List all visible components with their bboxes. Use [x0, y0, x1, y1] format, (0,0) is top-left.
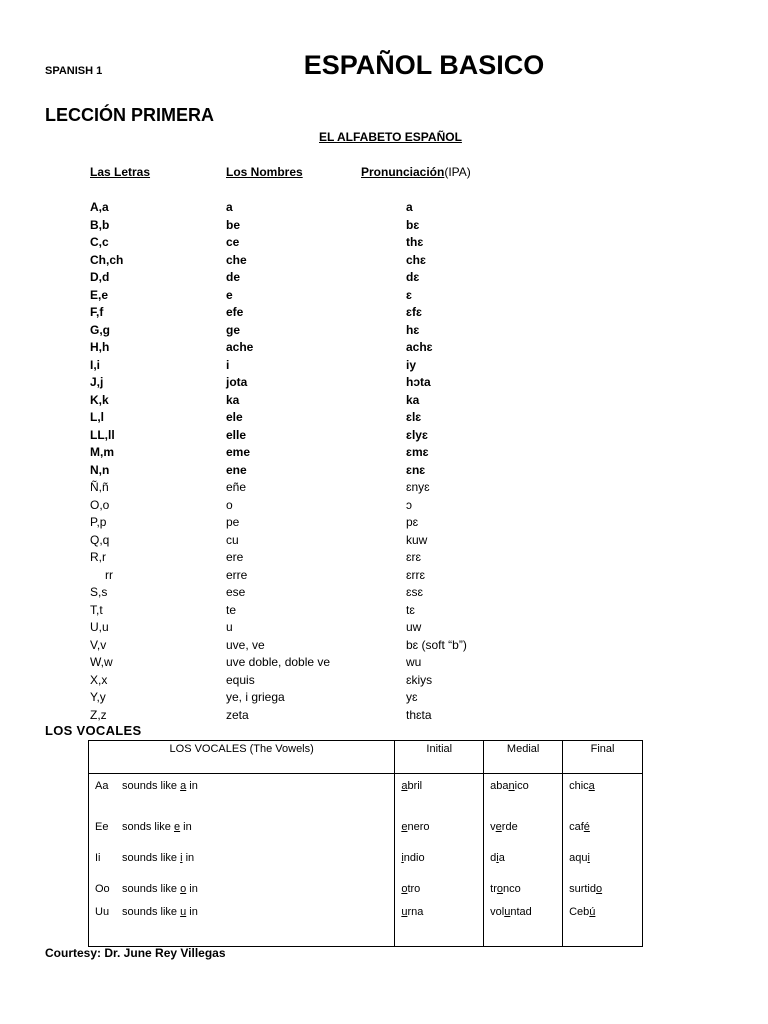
name-cell: ese — [226, 585, 246, 599]
vowel-initial-example-part: nero — [407, 820, 430, 833]
name-cell: de — [226, 270, 241, 284]
vowel-initial-example-part: tro — [407, 882, 421, 895]
vowel-final-example-part: aqu — [569, 851, 588, 864]
letter-cell: M,m — [90, 445, 114, 459]
course-label: SPANISH 1 — [45, 65, 103, 77]
vowel-letter: Ee — [95, 820, 109, 833]
vowel-sound: o — [180, 882, 187, 895]
lesson-heading: LECCIÓN PRIMERA — [45, 105, 215, 125]
name-cell: ere — [226, 550, 244, 564]
vowel-medial-example — [484, 774, 563, 812]
vowel-medial-example-part: nco — [503, 882, 521, 895]
name-cell: ce — [226, 235, 240, 249]
ipa-cell: hɔta — [406, 375, 431, 389]
ipa-cell: yɛ — [406, 690, 418, 704]
ipa-cell: a — [406, 200, 413, 214]
vowel-medial-example-part: v — [490, 820, 496, 833]
letter-cell: T,t — [90, 602, 103, 617]
ipa-cell: thɛ — [406, 235, 424, 249]
vowel-text: sounds like — [122, 906, 181, 918]
letter-cell: C,c — [90, 235, 109, 249]
ipa-cell: thɛta — [406, 707, 432, 722]
vowel-initial-example — [395, 842, 484, 873]
ipa-cell: bɛ — [406, 217, 420, 232]
ipa-cell: ɛrɛ — [406, 550, 421, 564]
name-cell: eñe — [226, 480, 247, 494]
vowel-initial-example — [395, 904, 484, 947]
vowel-final-example — [563, 774, 643, 812]
name-cell: pe — [226, 515, 240, 529]
vowel-tail: in — [186, 882, 198, 895]
letter-cell: X,x — [90, 672, 108, 687]
vowel-final-example-part: chic — [569, 780, 589, 792]
ipa-cell: ɛfɛ — [406, 305, 422, 319]
vowel-tail: in — [182, 851, 195, 864]
vowel-final-example — [563, 873, 643, 904]
name-cell: ka — [226, 392, 240, 407]
vowel-medial-example-part: n — [508, 780, 515, 792]
ipa-cell: uw — [406, 620, 422, 634]
vowel-medial-example-part: d — [490, 851, 497, 864]
letter-cell: B,b — [90, 217, 110, 232]
vowel-initial-example-part: a — [401, 780, 408, 792]
letter-cell: A,a — [90, 200, 109, 214]
name-cell: i — [226, 357, 230, 372]
ipa-cell: ɛnyɛ — [406, 480, 430, 494]
name-cell: eme — [226, 445, 251, 459]
column-header-letters — [90, 165, 150, 179]
vowel-final-example — [563, 904, 643, 947]
name-cell: equis — [226, 672, 255, 687]
letter-cell: Z,z — [90, 707, 107, 722]
ipa-cell: kuw — [406, 532, 428, 547]
letter-cell: V,v — [90, 637, 107, 652]
vowel-medial-example-part: aba — [490, 780, 509, 792]
vowel-description — [89, 811, 395, 842]
letter-cell: Y,y — [90, 690, 106, 704]
letter-cell: R,r — [90, 550, 106, 564]
ipa-cell: ka — [406, 392, 420, 407]
ipa-cell: ɛlyɛ — [406, 427, 428, 442]
vowel-row — [89, 774, 643, 812]
vowel-medial-example-part: tr — [490, 882, 497, 895]
vowels-section-title: LOS VOCALES — [45, 723, 142, 738]
name-cell: cu — [226, 532, 239, 547]
vowel-initial-example-part: u — [401, 906, 408, 918]
name-cell: jota — [226, 375, 248, 389]
vowels-header-initial: Initial — [395, 741, 484, 774]
name-cell: a — [226, 200, 233, 214]
vowel-text: sounds like — [122, 882, 181, 895]
letter-cell: N,n — [90, 462, 110, 477]
name-cell: u — [226, 620, 233, 634]
ipa-cell: dɛ — [406, 270, 420, 284]
vowel-sound: i — [180, 851, 183, 864]
ipa-cell: tɛ — [406, 602, 415, 617]
letter-cell: F,f — [90, 305, 104, 319]
vowel-final-example — [563, 842, 643, 873]
letter-cell: P,p — [90, 515, 107, 529]
ipa-cell: iy — [406, 357, 417, 372]
vowel-medial-example-part: ntad — [510, 906, 532, 918]
column-header-names-text: Los Nombres — [226, 165, 303, 179]
vowel-description — [89, 774, 395, 812]
column-header-letters-text: Las Letras — [90, 165, 151, 179]
vowels-header-final: Final — [563, 741, 643, 774]
vowel-sound: a — [180, 780, 187, 792]
ipa-cell: ɔ — [406, 497, 412, 512]
letter-cell: H,h — [90, 340, 110, 354]
vowel-letter: Oo — [95, 882, 110, 895]
vowel-final-example-part: Ceb — [569, 906, 590, 918]
name-cell: uve, ve — [226, 637, 265, 652]
letter-cell: G,g — [90, 322, 110, 337]
vowel-final-example-part: surtid — [569, 882, 596, 895]
name-cell: ye, i griega — [226, 690, 285, 704]
vowel-medial-example-part: e — [495, 820, 502, 833]
vowel-letter: Aa — [95, 780, 109, 792]
ipa-cell: ɛmɛ — [406, 445, 429, 459]
vowel-sound: u — [180, 906, 187, 918]
vowel-final-example-part: i — [587, 851, 590, 864]
column-header-pronunciation-suffix: (IPA) — [444, 165, 471, 179]
vowel-final-example-part: o — [595, 882, 603, 895]
vowel-letter: Uu — [95, 906, 110, 918]
vowel-row — [89, 811, 643, 842]
vowel-initial-example — [395, 811, 484, 842]
name-cell: be — [226, 217, 241, 232]
vowels-header-description: LOS VOCALES (The Vowels) — [89, 741, 395, 774]
letter-cell: U,u — [90, 620, 109, 634]
vowel-initial-example — [395, 774, 484, 812]
vowels-table — [88, 740, 643, 947]
ipa-cell: ɛkiys — [406, 672, 433, 687]
vowel-tail: in — [186, 780, 198, 792]
vowels-table-header — [89, 741, 643, 774]
column-header-pronunciation — [361, 165, 471, 179]
ipa-cell: achɛ — [406, 340, 433, 354]
vowel-final-example-part: ú — [589, 906, 596, 918]
letter-cell: D,d — [90, 270, 110, 284]
vowel-row — [89, 842, 643, 873]
vowel-medial-example — [484, 904, 563, 947]
letter-cell: Q,q — [90, 532, 110, 547]
vowel-final-example-part: caf — [569, 820, 584, 833]
name-cell: ache — [226, 340, 254, 354]
vowel-text: sonds like — [122, 820, 174, 833]
vowel-initial-example-part: o — [401, 882, 408, 895]
vowel-medial-example-part: i — [496, 851, 499, 864]
page-title: ESPAÑOL BASICO — [303, 50, 545, 80]
vowel-description — [89, 873, 395, 904]
name-cell: ene — [226, 462, 247, 477]
vowel-medial-example — [484, 811, 563, 842]
vowels-header-medial: Medial — [484, 741, 563, 774]
vowel-row — [89, 904, 643, 947]
name-cell: e — [226, 287, 233, 302]
vowel-medial-example-part: ico — [514, 780, 529, 792]
vowel-tail: in — [186, 906, 198, 918]
column-header-pronunciation-text: Pronunciación — [361, 165, 445, 179]
vowel-medial-example — [484, 873, 563, 904]
ipa-cell: ɛrrɛ — [406, 567, 425, 582]
ipa-cell: hɛ — [406, 322, 420, 337]
letter-cell: S,s — [90, 585, 108, 599]
vowel-sound: e — [173, 820, 181, 833]
vowel-initial-example-part: e — [401, 820, 408, 833]
ipa-cell: chɛ — [406, 252, 426, 267]
ipa-cell: ɛ — [406, 287, 412, 302]
vowel-description — [89, 842, 395, 873]
name-cell: o — [226, 497, 233, 512]
vowel-medial-example-part: a — [498, 851, 505, 864]
letter-cell: K,k — [90, 392, 109, 407]
name-cell: erre — [226, 567, 248, 582]
name-cell: ge — [226, 322, 241, 337]
ipa-cell: pɛ — [406, 515, 419, 529]
vowel-initial-example-part: bril — [407, 780, 423, 792]
vowel-initial-example — [395, 873, 484, 904]
vowel-final-example-part: é — [583, 820, 590, 833]
ipa-cell: bɛ (soft “b”) — [406, 637, 467, 652]
ipa-cell: ɛlɛ — [406, 410, 422, 424]
vowel-text: sounds like — [122, 851, 181, 864]
letter-cell: J,j — [90, 375, 104, 389]
letter-cell: rr — [105, 567, 113, 582]
vowel-initial-example-part: rna — [407, 906, 424, 918]
vowel-tail: in — [180, 820, 192, 833]
ipa-cell: ɛnɛ — [406, 462, 426, 477]
vowel-description — [89, 904, 395, 947]
name-cell: te — [226, 602, 237, 617]
vowel-letter: Ii — [95, 851, 101, 864]
name-cell: uve doble, doble ve — [226, 655, 331, 669]
vowel-medial-example — [484, 842, 563, 873]
letter-cell: Ch,ch — [90, 252, 124, 267]
name-cell: che — [226, 252, 247, 267]
vowel-text: sounds like — [122, 780, 181, 792]
column-header-names — [226, 165, 303, 179]
ipa-cell: wu — [406, 655, 422, 669]
vowel-final-example-part: a — [588, 780, 595, 792]
vowel-initial-example-part: i — [401, 851, 404, 864]
letter-cell: I,i — [90, 357, 101, 372]
vowel-row — [89, 873, 643, 904]
vowel-medial-example-part: rde — [501, 820, 518, 833]
letter-cell: L,l — [90, 410, 104, 424]
letter-cell: O,o — [90, 497, 110, 512]
vowel-medial-example-part: o — [496, 882, 504, 895]
letter-cell: Ñ,ñ — [90, 480, 109, 494]
name-cell: zeta — [226, 707, 249, 722]
name-cell: elle — [226, 427, 247, 442]
name-cell: ele — [226, 410, 243, 424]
letter-cell: LL,ll — [90, 427, 115, 442]
vowels-table-body — [89, 774, 643, 947]
vowel-medial-example-part: u — [504, 906, 511, 918]
vowel-medial-example-part: vol — [490, 906, 505, 918]
name-cell: efe — [226, 305, 244, 319]
courtesy-note: Courtesy: Dr. June Rey Villegas — [45, 946, 226, 960]
vowel-initial-example-part: ndio — [403, 851, 425, 864]
letter-cell: W,w — [90, 655, 113, 669]
ipa-cell: ɛsɛ — [406, 585, 424, 599]
letter-cell: E,e — [90, 287, 109, 302]
vowel-final-example — [563, 811, 643, 842]
alphabet-subtitle: EL ALFABETO ESPAÑOL — [319, 130, 462, 144]
